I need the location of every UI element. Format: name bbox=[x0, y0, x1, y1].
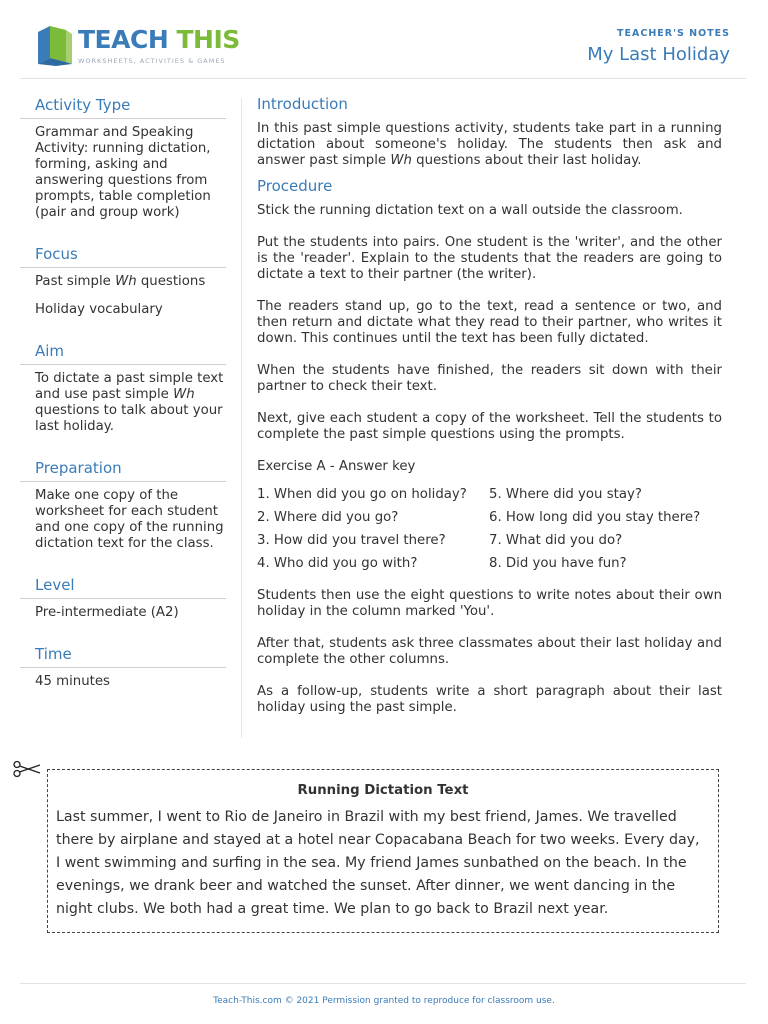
column-divider bbox=[241, 98, 242, 738]
preparation-section bbox=[20, 455, 226, 552]
logo-teach: TEACH bbox=[78, 25, 169, 54]
intro-text-a: In this past simple questions activity, students take part in a running dictation about someone's holiday. The students then ask and answer past simple bbox=[257, 121, 722, 168]
dictation-title: Running Dictation Text bbox=[297, 783, 469, 798]
logo-wordmark bbox=[78, 25, 240, 54]
book-logo-icon bbox=[36, 24, 74, 66]
aim-section bbox=[20, 338, 226, 435]
level-section bbox=[20, 572, 226, 621]
aim-text-a: To dictate a past simple text and use past simple bbox=[35, 371, 224, 402]
procedure-heading: Procedure bbox=[257, 177, 333, 195]
answer-key-item: 6. How long did you stay there? bbox=[489, 510, 701, 525]
activity-type-heading: Activity Type bbox=[20, 92, 226, 119]
focus-text-b: questions bbox=[136, 274, 206, 289]
time-section bbox=[20, 641, 226, 690]
answer-key-item: 3. How did you travel there? bbox=[257, 533, 446, 548]
procedure-step: The readers stand up, go to the text, read a sentence or two, and then return and dictate what they read to their partner, who writes it down. This continues until the text has been fully dictated. bbox=[257, 299, 722, 346]
answer-key-item: 8. Did you have fun? bbox=[489, 556, 627, 571]
scissors-icon bbox=[12, 760, 42, 778]
running-dictation-box bbox=[47, 769, 719, 933]
focus-heading: Focus bbox=[20, 241, 226, 268]
answer-key-item: 5. Where did you stay? bbox=[489, 487, 642, 502]
aim-text bbox=[20, 371, 226, 435]
footer-divider bbox=[20, 983, 746, 984]
aim-heading: Aim bbox=[20, 338, 226, 365]
aim-text-em: Wh bbox=[173, 387, 195, 402]
footer-copyright: Teach-This.com © 2021 Permission granted to reproduce for classroom use. bbox=[213, 996, 555, 1006]
procedure-step: Students then use the eight questions to write notes about their own holiday in the column marked 'You'. bbox=[257, 588, 722, 619]
page-title: My Last Holiday bbox=[587, 44, 730, 65]
teach-this-logo bbox=[36, 22, 240, 68]
header-divider bbox=[20, 78, 746, 79]
procedure-step: Next, give each student a copy of the worksheet. Tell the students to complete the past simple questions using the prompts. bbox=[257, 411, 722, 442]
focus-text-em: Wh bbox=[115, 274, 137, 289]
answer-key-item: 1. When did you go on holiday? bbox=[257, 487, 467, 502]
intro-text-b: questions about their last holiday. bbox=[411, 153, 642, 168]
time-text: 45 minutes bbox=[35, 674, 110, 689]
level-text: Pre-intermediate (A2) bbox=[35, 605, 179, 620]
procedure-step: Put the students into pairs. One student is the 'writer', and the other is the 'reader'. Explain to the students that the readers are going to dictate a text to their partner (the writer). bbox=[257, 235, 722, 282]
answer-key-item: 7. What did you do? bbox=[489, 533, 623, 548]
level-heading: Level bbox=[20, 572, 226, 599]
answer-key-item: 4. Who did you go with? bbox=[257, 556, 418, 571]
focus-item bbox=[35, 274, 226, 290]
preparation-text: Make one copy of the worksheet for each student and one copy of the running dictation text for the class. bbox=[35, 488, 224, 551]
logo-this: THIS bbox=[176, 25, 240, 54]
dictation-text: Last summer, I went to Rio de Janeiro in Brazil with my best friend, James. We travelled there by airplane and stayed at a hotel near Copacabana Beach for two weeks. Every day, I went swimming and surfing in the sea. My friend James sunbathed on the beach. In the evenings, we drank beer and watched the sunset. After dinner, we went dancing in the night clubs. We both had a great time. We plan to go back to Brazil next year. bbox=[56, 809, 700, 917]
activity-type-text: Grammar and Speaking Activity: running dictation, forming, asking and answering questions from prompts, table completion (pair and group work) bbox=[35, 125, 211, 220]
sidebar bbox=[20, 92, 226, 710]
introduction-text bbox=[257, 121, 722, 169]
procedure-step: After that, students ask three classmates about their last holiday and complete the other columns. bbox=[257, 636, 722, 667]
time-heading: Time bbox=[20, 641, 226, 668]
procedure-step: When the students have finished, the readers sit down with their partner to check their text. bbox=[257, 363, 722, 394]
main-content bbox=[257, 92, 722, 732]
logo-tagline: WORKSHEETS, ACTIVITIES & GAMES bbox=[78, 57, 226, 65]
teachers-notes-label: TEACHER'S NOTES bbox=[617, 28, 730, 39]
preparation-heading: Preparation bbox=[20, 455, 226, 482]
focus-text-a: Past simple bbox=[35, 274, 116, 289]
focus-section bbox=[20, 241, 226, 318]
activity-type-section bbox=[20, 92, 226, 221]
intro-text-em: Wh bbox=[390, 153, 412, 168]
introduction-heading: Introduction bbox=[257, 95, 348, 113]
answer-key-grid bbox=[257, 487, 722, 572]
page-header bbox=[0, 0, 768, 80]
answer-key-item: 2. Where did you go? bbox=[257, 510, 399, 525]
focus-body bbox=[20, 274, 226, 318]
aim-text-b: questions to talk about your last holiday. bbox=[35, 403, 223, 434]
answer-key-title: Exercise A - Answer key bbox=[257, 459, 416, 474]
procedure-step: As a follow-up, students write a short paragraph about their last holiday using the past simple. bbox=[257, 684, 722, 715]
focus-item: Holiday vocabulary bbox=[35, 302, 163, 317]
procedure-step: Stick the running dictation text on a wall outside the classroom. bbox=[257, 203, 683, 218]
